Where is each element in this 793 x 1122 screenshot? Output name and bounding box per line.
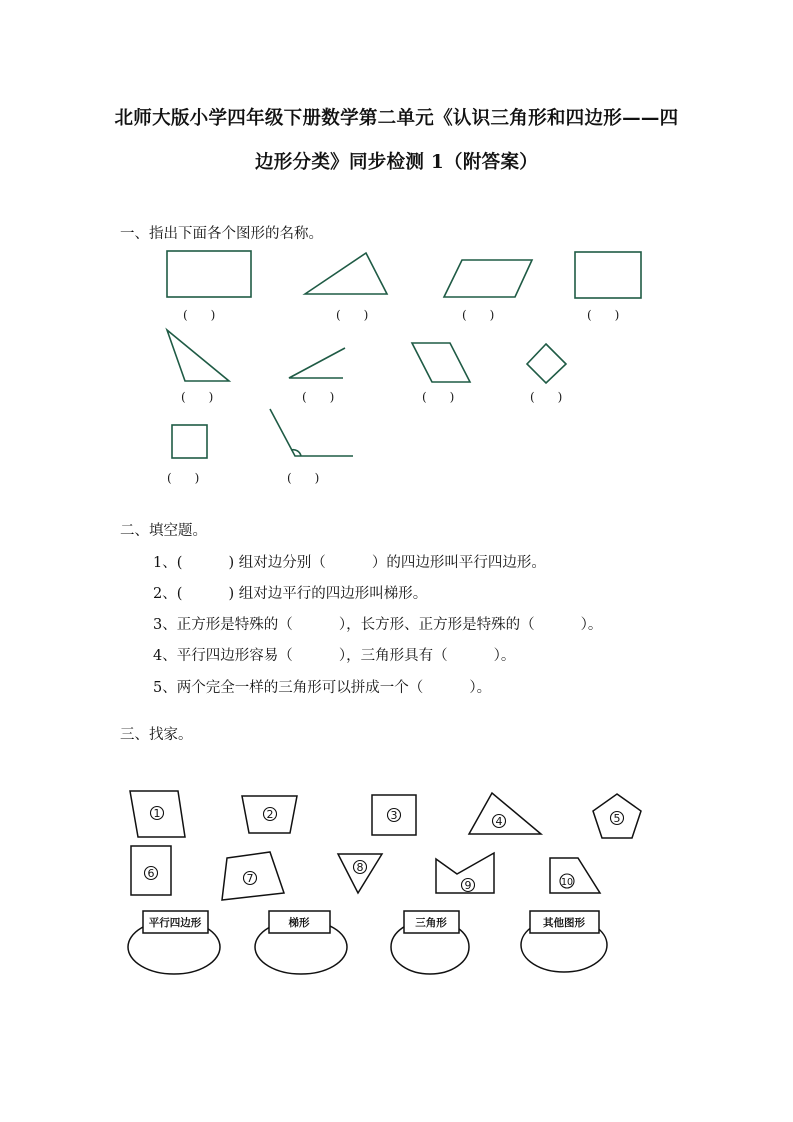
house-1-label: 平行四边形 — [148, 917, 202, 929]
shape-6-number: 6 — [147, 867, 155, 880]
question-5: 5、两个完全一样的三角形可以拼成一个（ ）。 — [153, 680, 492, 696]
section-2-heading: 二、填空题。 — [120, 523, 207, 539]
answer-blank-2[interactable]: ( ) — [336, 308, 369, 322]
house-4-label: 其他图形 — [543, 917, 585, 929]
shape-3-number: 3 — [390, 809, 398, 822]
house-2-label: 梯形 — [288, 917, 310, 929]
answer-blank-4[interactable]: ( ) — [587, 308, 620, 322]
shape-4-triangle — [469, 793, 541, 834]
answer-blank-6[interactable]: ( ) — [302, 390, 335, 404]
shape-8-number: 8 — [356, 861, 364, 874]
answer-blank-1[interactable]: ( ) — [183, 308, 216, 322]
question-1: 1、( ) 组对边分别（ ）的四边形叫平行四边形。 — [153, 555, 546, 571]
shape-1-number: 1 — [153, 807, 161, 820]
shape-4-number: 4 — [495, 815, 503, 828]
answer-blank-10[interactable]: ( ) — [287, 471, 320, 485]
page-title-line-2: 边形分类》同步检测 1（附答案） — [254, 152, 539, 173]
section-3-heading: 三、找家。 — [120, 727, 193, 743]
answer-blank-9[interactable]: ( ) — [167, 471, 200, 485]
shape-10-number: 10 — [560, 877, 574, 888]
question-3: 3、正方形是特殊的（ ），长方形、正方形是特殊的（ ）。 — [153, 617, 603, 633]
shape-10-trapezoid — [550, 858, 600, 893]
answer-blank-3[interactable]: ( ) — [462, 308, 495, 322]
shape-2-number: 2 — [266, 808, 274, 821]
shape-5-number: 5 — [613, 812, 621, 825]
section-1-heading: 一、指出下面各个图形的名称。 — [120, 226, 323, 242]
house-3-label: 三角形 — [415, 917, 447, 929]
question-2: 2、( ) 组对边平行的四边形叫梯形。 — [153, 586, 428, 602]
answer-blank-7[interactable]: ( ) — [422, 390, 455, 404]
answer-blank-5[interactable]: ( ) — [181, 390, 214, 404]
page-title-line-1: 北师大版小学四年级下册数学第二单元《认识三角形和四边形——四 — [114, 108, 679, 129]
shape-7-number: 7 — [246, 872, 254, 885]
shape-9-number: 9 — [464, 879, 472, 892]
question-4: 4、平行四边形容易（ ），三角形具有（ ）。 — [153, 648, 516, 664]
answer-blank-8[interactable]: ( ) — [530, 390, 563, 404]
